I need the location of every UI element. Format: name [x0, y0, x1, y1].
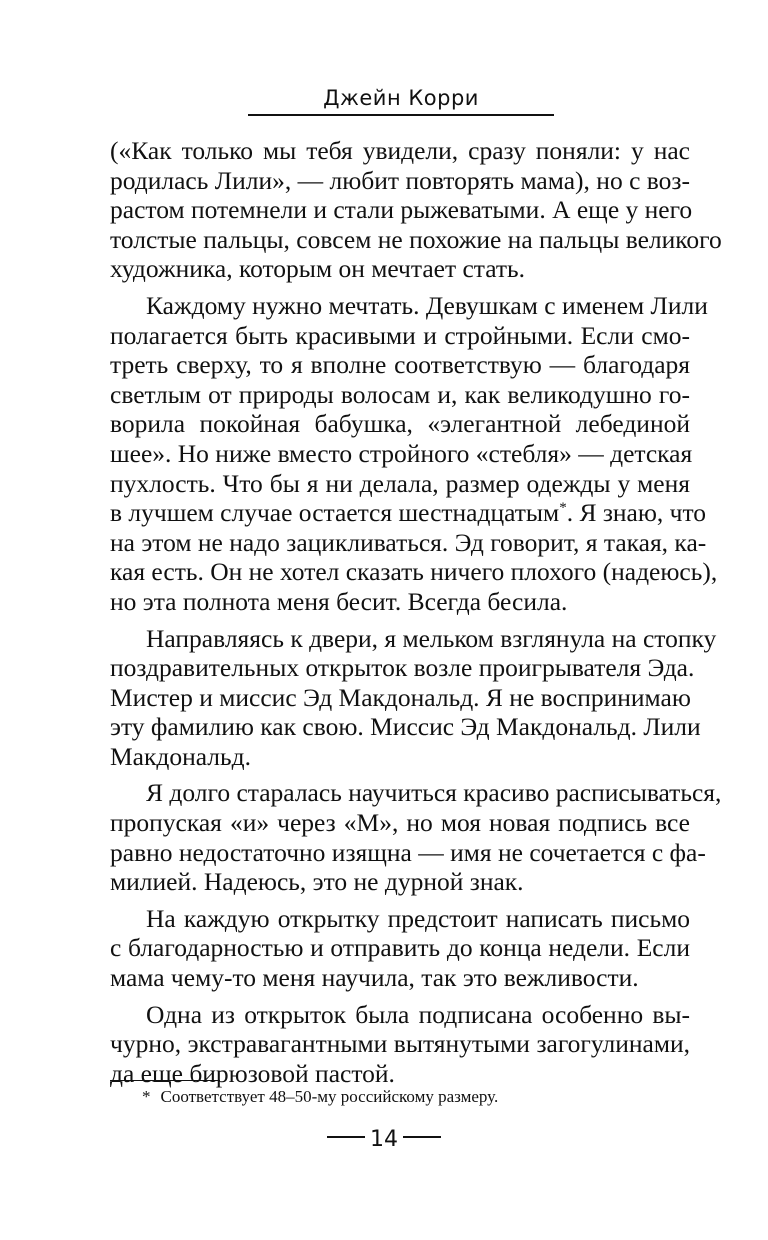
text-line: на этом не надо зацикливаться. Эд говорит, я такая, ка- — [110, 527, 707, 557]
text-line: толстые пальцы, совсем не похожие на пальцы великого — [110, 224, 722, 254]
text-line: Макдональд. — [110, 741, 251, 771]
text-line: милией. Надеюсь, это не дурной знак. — [110, 867, 524, 897]
text-line: треть сверху, то я вполне соответствую — благодаря — [110, 350, 690, 380]
footnote-reference: * — [559, 500, 567, 517]
text-line: Каждому нужно мечтать. Девушкам с именем Лили — [146, 290, 708, 320]
text-line: Мистер и миссис Эд Макдональд. Я не воспринимаю — [110, 682, 691, 712]
text-line: шее». Но ниже вместо стройного «стебля» — детская — [110, 438, 693, 468]
text-line: да еще бирюзовой пастой. — [110, 1058, 395, 1088]
text-line: кая есть. Он не хотел сказать ничего плохого (надеюсь), — [110, 557, 718, 587]
footnote — [142, 1086, 498, 1108]
text-line: с благодарностью и отправить до конца недели. Если — [110, 933, 690, 963]
text-line: («Как только мы тебя увидели, сразу поняли: у нас — [110, 136, 690, 165]
paragraph-2 — [110, 290, 718, 617]
text-line: художника, которым он мечтает стать. — [110, 254, 526, 284]
paragraph-4 — [110, 778, 722, 897]
footnote-marker: * — [142, 1087, 151, 1106]
text-segment: в лучшем случае остается шестнадцатым — [110, 498, 560, 528]
text-line-with-footnote — [110, 498, 707, 528]
text-line: На каждую открытку предстоит написать письмо — [146, 903, 690, 933]
text-line: пухлость. Что бы я ни делала, размер одежды у меня — [110, 468, 690, 498]
running-header — [248, 84, 554, 116]
text-line: но эта полнота меня бесит. Всегда бесила. — [110, 586, 568, 616]
text-line: Направляясь к двери, я мельком взглянула на стопку — [146, 623, 717, 653]
paragraph-5 — [110, 904, 690, 993]
paragraph-3 — [110, 623, 717, 772]
text-line: мама чему-то меня научила, так это вежливости. — [110, 963, 639, 993]
text-line: равно недостаточно изящна — имя не сочетается с фа- — [110, 837, 706, 867]
page-number-dash-right — [403, 1136, 441, 1138]
text-line: родилась Лили», — любит повторять мама), но с воз- — [110, 165, 690, 195]
text-line: растом потемнели и стали рыжеватыми. А еще у него — [110, 195, 693, 225]
text-line: Я долго старалась научиться красиво расписываться, — [146, 778, 722, 808]
text-segment: . Я знаю, что — [566, 498, 707, 528]
author-name: Джейн Корри — [323, 86, 479, 110]
page-number-value: 14 — [370, 1127, 398, 1152]
text-line: эту фамилию как свою. Миссис Эд Макдональд. Лили — [110, 712, 701, 742]
page-number — [300, 1125, 468, 1155]
text-line: поздравительных открыток возле проигрывателя Эда. — [110, 653, 695, 683]
paragraph-1 — [110, 136, 722, 284]
paragraph-6 — [110, 1000, 690, 1089]
text-line: чурно, экстравагантными вытянутыми загогулинами, — [110, 1029, 690, 1059]
text-line: светлым от природы волосам и, как великодушно го- — [110, 379, 690, 409]
text-line: полагается быть красивыми и стройными. Если смо- — [110, 320, 690, 350]
page-number-dash-left — [327, 1136, 365, 1138]
text-line: пропуская «и» через «М», но моя новая подпись все — [110, 808, 690, 838]
text-line: ворила покойная бабушка, «элегантной лебединой — [110, 409, 690, 439]
body-text — [110, 136, 722, 1088]
footnote-divider — [110, 1080, 220, 1081]
text-line: Одна из открыток была подписана особенно вы- — [146, 999, 690, 1029]
footnote-text: Соответствует 48–50-му российскому размеру. — [160, 1087, 499, 1106]
header-rule — [248, 114, 554, 116]
